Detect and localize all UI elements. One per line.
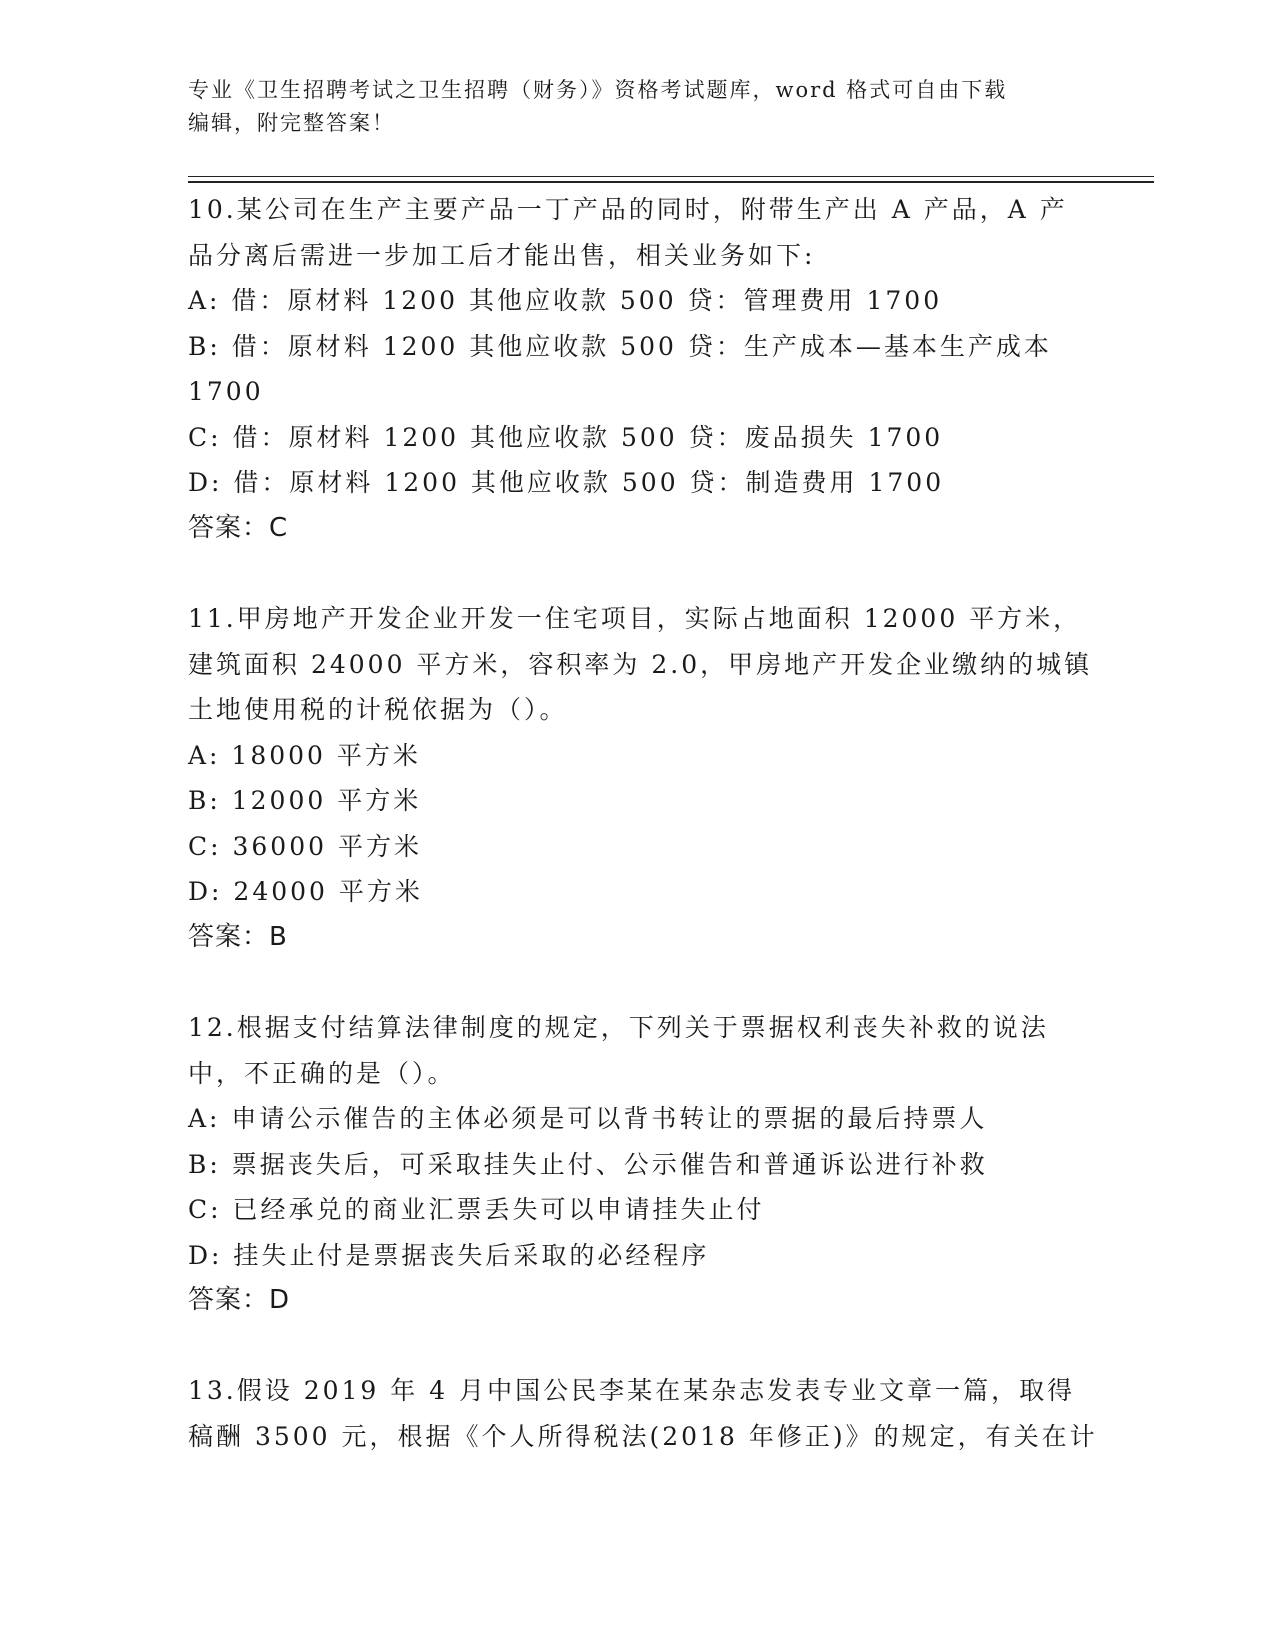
question-stem-line: 12.根据支付结算法律制度的规定，下列关于票据权利丧失补救的说法 bbox=[188, 1013, 1049, 1042]
option-a: A: 借：原材料 1200 其他应收款 500 贷：管理费用 1700 bbox=[188, 286, 943, 315]
option-d: D: 挂失止付是票据丧失后采取的必经程序 bbox=[188, 1240, 710, 1270]
header-rule-thin bbox=[188, 176, 1154, 177]
question-stem-line: 10.某公司在生产主要产品一丁产品的同时，附带生产出 A 产品，A 产 bbox=[188, 195, 1068, 224]
question-11 bbox=[188, 596, 1093, 960]
option-b: B: 票据丧失后，可采取挂失止付、公示催告和普通诉讼进行补救 bbox=[188, 1149, 988, 1179]
header-line-1: 专业《卫生招聘考试之卫生招聘（财务）》资格考试题库，word 格式可自由下载 bbox=[188, 78, 1008, 102]
option-c: C: 已经承兑的商业汇票丢失可以申请挂失止付 bbox=[188, 1195, 765, 1224]
question-stem-line: 品分离后需进一步加工后才能出售，相关业务如下: bbox=[188, 240, 816, 270]
question-stem-line: 建筑面积 24000 平方米，容积率为 2.0，甲房地产开发企业缴纳的城镇 bbox=[188, 649, 1093, 679]
option-b: B: 借：原材料 1200 其他应收款 500 贷：生产成本—基本生产成本 bbox=[188, 331, 1052, 361]
option-d: D: 24000 平方米 bbox=[188, 877, 423, 906]
question-stem-line: 中，不正确的是（）。 bbox=[188, 1058, 456, 1088]
question-stem-line: 13.假设 2019 年 4 月中国公民李某在某杂志发表专业文章一篇，取得 bbox=[188, 1376, 1076, 1405]
option-b: B: 12000 平方米 bbox=[188, 786, 422, 815]
header-line-2: 编辑，附完整答案！ bbox=[188, 111, 395, 135]
option-b-continued: 1700 bbox=[188, 377, 264, 406]
option-c: C: 借：原材料 1200 其他应收款 500 贷：废品损失 1700 bbox=[188, 422, 944, 452]
question-12 bbox=[188, 1005, 1088, 1324]
document-header bbox=[188, 74, 1068, 140]
option-a: A: 18000 平方米 bbox=[188, 740, 421, 770]
question-10 bbox=[188, 187, 1088, 551]
answer: 答案：B bbox=[188, 921, 288, 952]
option-a: A: 申请公示催告的主体必须是可以背书转让的票据的最后持票人 bbox=[188, 1104, 988, 1133]
question-13 bbox=[188, 1368, 1098, 1459]
answer: 答案：D bbox=[188, 1285, 291, 1315]
header-rule-thick bbox=[188, 181, 1154, 183]
question-stem-line: 土地使用税的计税依据为（）。 bbox=[188, 695, 568, 724]
answer: 答案：C bbox=[188, 512, 289, 543]
option-c: C: 36000 平方米 bbox=[188, 831, 422, 861]
question-stem-line: 11.甲房地产开发企业开发一住宅项目，实际占地面积 12000 平方米， bbox=[188, 604, 1082, 633]
option-d: D: 借：原材料 1200 其他应收款 500 贷：制造费用 1700 bbox=[188, 468, 945, 497]
question-stem-line: 稿酬 3500 元，根据《个人所得税法(2018 年修正)》的规定，有关在计 bbox=[188, 1421, 1098, 1451]
